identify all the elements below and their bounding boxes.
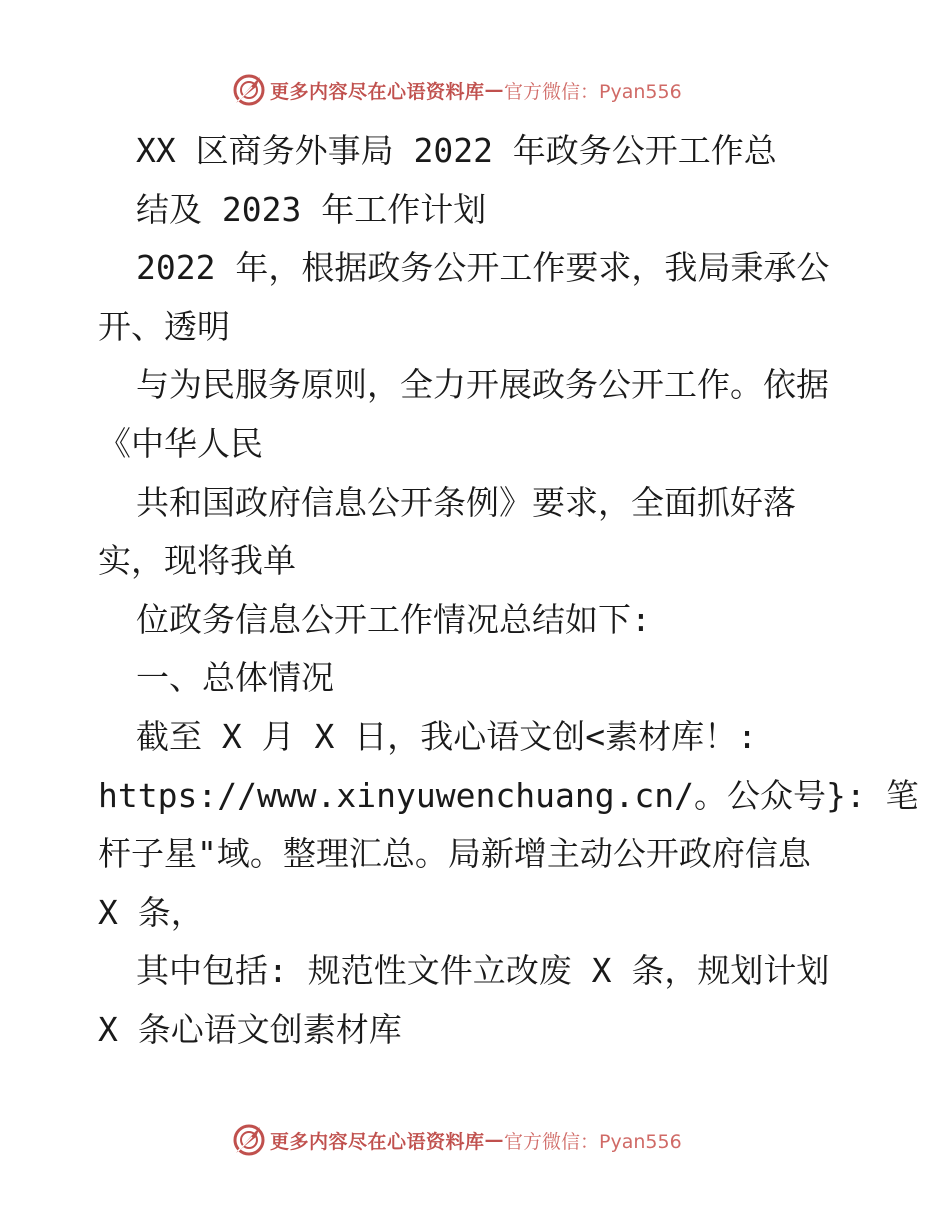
doc-line: 杆子星"域。整理汇总。局新增主动公开政府信息	[98, 834, 811, 874]
doc-line: X 条心语文创素材库	[98, 1009, 402, 1049]
doc-line: 开、透明	[98, 306, 230, 346]
doc-line: XX 区商务外事局 2022 年政务公开工作总	[136, 131, 777, 170]
doc-line: X 条，	[98, 892, 204, 932]
quill-logo-icon	[232, 1123, 266, 1157]
footer-banner	[232, 1122, 712, 1158]
banner-wechat: 官方微信：Pyan556	[504, 1130, 682, 1153]
banner-separator: —	[484, 79, 505, 101]
doc-line: 位政务信息公开工作情况总结如下:	[136, 599, 651, 639]
doc-line: https://www.xinyuwenchuang.cn/。公众号}: 笔	[98, 775, 919, 815]
banner-separator: —	[484, 1129, 505, 1151]
banner-wechat: 官方微信：Pyan556	[504, 80, 682, 103]
banner-title: 更多内容尽在心语资料库	[270, 80, 485, 103]
doc-line: 一、总体情况	[136, 658, 334, 698]
doc-line: 其中包括: 规范性文件立改废 X 条，规划计划	[136, 951, 830, 991]
doc-line: 与为民服务原则，全力开展政务公开工作。依据	[136, 365, 829, 405]
doc-line: 《中华人民	[98, 423, 263, 463]
banner-title: 更多内容尽在心语资料库	[270, 1130, 485, 1153]
doc-line: 2022 年，根据政务公开工作要求，我局秉承公	[136, 248, 830, 288]
document-body	[98, 122, 919, 1060]
doc-line: 截至 X 月 X 日，我心语文创<素材库！:	[136, 716, 757, 756]
doc-line: 结及 2023 年工作计划	[136, 189, 487, 229]
header-banner	[232, 72, 712, 108]
doc-line: 共和国政府信息公开条例》要求，全面抓好落	[136, 482, 796, 522]
doc-line: 实，现将我单	[98, 541, 296, 581]
quill-logo-icon	[232, 73, 266, 107]
